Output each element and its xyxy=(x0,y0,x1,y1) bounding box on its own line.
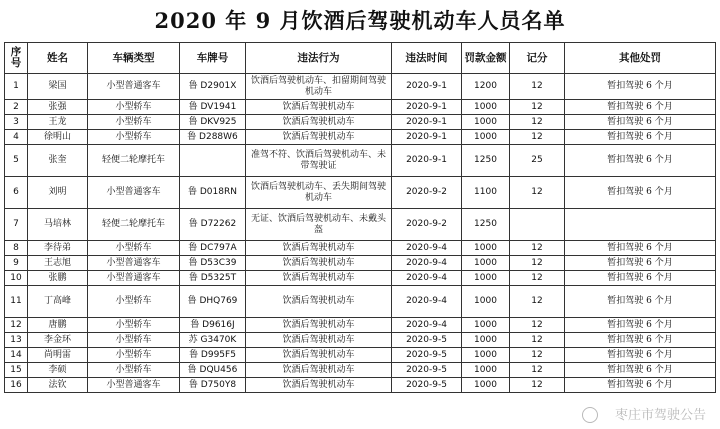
cell-date: 2020-9-5 xyxy=(392,333,462,348)
cell-violation: 饮酒后驾驶机动车、丢失期间驾驶机动车 xyxy=(246,177,392,209)
cell-plate: 苏 G3470K xyxy=(180,333,246,348)
table-row xyxy=(5,363,716,378)
header-points: 记分 xyxy=(510,43,565,74)
cell-violation: 饮酒后驾驶机动车、扣留期间驾驶机动车 xyxy=(246,74,392,100)
cell-punishment: 暂扣驾驶 6 个月 xyxy=(565,348,716,363)
cell-plate xyxy=(180,145,246,177)
cell-no: 16 xyxy=(5,378,28,393)
cell-plate: 鲁 D288W6 xyxy=(180,130,246,145)
cell-name: 张奎 xyxy=(28,145,88,177)
cell-no: 7 xyxy=(5,209,28,241)
cell-fine: 1100 xyxy=(462,177,510,209)
cell-date: 2020-9-1 xyxy=(392,145,462,177)
cell-fine: 1000 xyxy=(462,348,510,363)
table-row xyxy=(5,177,716,209)
cell-no: 9 xyxy=(5,256,28,271)
cell-points: 12 xyxy=(510,271,565,286)
cell-plate: 鲁 DQU456 xyxy=(180,363,246,378)
violators-table xyxy=(4,42,716,393)
cell-points: 12 xyxy=(510,286,565,318)
cell-vehicle-type: 小型轿车 xyxy=(88,286,180,318)
cell-fine: 1000 xyxy=(462,318,510,333)
cell-points: 12 xyxy=(510,241,565,256)
header-no: 序号 xyxy=(5,43,28,74)
cell-vehicle-type: 小型轿车 xyxy=(88,333,180,348)
cell-punishment: 暂扣驾驶 6 个月 xyxy=(565,318,716,333)
cell-violation: 饮酒后驾驶机动车 xyxy=(246,271,392,286)
cell-violation: 饮酒后驾驶机动车 xyxy=(246,241,392,256)
cell-no: 6 xyxy=(5,177,28,209)
cell-name: 马培林 xyxy=(28,209,88,241)
cell-no: 15 xyxy=(5,363,28,378)
cell-fine: 1000 xyxy=(462,271,510,286)
cell-points: 25 xyxy=(510,145,565,177)
header-fine: 罚款金额 xyxy=(462,43,510,74)
cell-vehicle-type: 小型轿车 xyxy=(88,100,180,115)
cell-date: 2020-9-5 xyxy=(392,378,462,393)
cell-plate: 鲁 DHQ769 xyxy=(180,286,246,318)
table-row xyxy=(5,74,716,100)
header-vehicle-type: 车辆类型 xyxy=(88,43,180,74)
cell-name: 张强 xyxy=(28,100,88,115)
cell-fine: 1250 xyxy=(462,209,510,241)
cell-vehicle-type: 小型普通客车 xyxy=(88,177,180,209)
cell-vehicle-type: 轻便二轮摩托车 xyxy=(88,145,180,177)
cell-plate: 鲁 D53C39 xyxy=(180,256,246,271)
cell-no: 5 xyxy=(5,145,28,177)
cell-points: 12 xyxy=(510,363,565,378)
cell-vehicle-type: 小型轿车 xyxy=(88,115,180,130)
cell-vehicle-type: 小型轿车 xyxy=(88,363,180,378)
cell-points: 12 xyxy=(510,177,565,209)
cell-date: 2020-9-4 xyxy=(392,318,462,333)
cell-fine: 1000 xyxy=(462,130,510,145)
cell-name: 徐明山 xyxy=(28,130,88,145)
cell-fine: 1000 xyxy=(462,115,510,130)
table-row xyxy=(5,378,716,393)
header-plate: 车牌号 xyxy=(180,43,246,74)
cell-plate: 鲁 D9616J xyxy=(180,318,246,333)
cell-vehicle-type: 小型轿车 xyxy=(88,130,180,145)
cell-vehicle-type: 小型普通客车 xyxy=(88,271,180,286)
cell-name: 张鹏 xyxy=(28,271,88,286)
cell-vehicle-type: 小型轿车 xyxy=(88,318,180,333)
cell-points: 12 xyxy=(510,378,565,393)
cell-fine: 1000 xyxy=(462,333,510,348)
table-row xyxy=(5,256,716,271)
cell-points xyxy=(510,209,565,241)
cell-plate: 鲁 D2901X xyxy=(180,74,246,100)
cell-fine: 1000 xyxy=(462,378,510,393)
cell-date: 2020-9-2 xyxy=(392,177,462,209)
table-row xyxy=(5,115,716,130)
cell-date: 2020-9-5 xyxy=(392,348,462,363)
cell-punishment xyxy=(565,209,716,241)
cell-fine: 1250 xyxy=(462,145,510,177)
cell-fine: 1000 xyxy=(462,241,510,256)
table-row xyxy=(5,100,716,115)
header-punishment: 其他处罚 xyxy=(565,43,716,74)
cell-vehicle-type: 小型普通客车 xyxy=(88,378,180,393)
cell-plate: 鲁 D750Y8 xyxy=(180,378,246,393)
cell-fine: 1200 xyxy=(462,74,510,100)
cell-no: 11 xyxy=(5,286,28,318)
cell-points: 12 xyxy=(510,74,565,100)
table-header-row xyxy=(5,43,716,74)
cell-violation: 饮酒后驾驶机动车 xyxy=(246,256,392,271)
cell-no: 3 xyxy=(5,115,28,130)
cell-name: 李金环 xyxy=(28,333,88,348)
table-row xyxy=(5,348,716,363)
cell-date: 2020-9-1 xyxy=(392,115,462,130)
cell-no: 4 xyxy=(5,130,28,145)
table-row xyxy=(5,145,716,177)
cell-violation: 饮酒后驾驶机动车 xyxy=(246,318,392,333)
watermark: 枣庄市驾驶公告 xyxy=(614,408,706,423)
cell-violation: 饮酒后驾驶机动车 xyxy=(246,333,392,348)
table-row xyxy=(5,318,716,333)
cell-plate: 鲁 D018RN xyxy=(180,177,246,209)
cell-points: 12 xyxy=(510,333,565,348)
cell-vehicle-type: 小型普通客车 xyxy=(88,256,180,271)
cell-points: 12 xyxy=(510,256,565,271)
cell-no: 10 xyxy=(5,271,28,286)
cell-plate: 鲁 DC797A xyxy=(180,241,246,256)
table-row xyxy=(5,209,716,241)
cell-date: 2020-9-4 xyxy=(392,256,462,271)
cell-vehicle-type: 轻便二轮摩托车 xyxy=(88,209,180,241)
cell-plate: 鲁 D995F5 xyxy=(180,348,246,363)
table-row xyxy=(5,271,716,286)
cell-points: 12 xyxy=(510,348,565,363)
cell-vehicle-type: 小型普通客车 xyxy=(88,74,180,100)
cell-punishment: 暂扣驾驶 6 个月 xyxy=(565,286,716,318)
cell-name: 梁国 xyxy=(28,74,88,100)
header-violation: 违法行为 xyxy=(246,43,392,74)
cell-plate: 鲁 D5325T xyxy=(180,271,246,286)
cell-fine: 1000 xyxy=(462,363,510,378)
cell-punishment: 暂扣驾驶 6 个月 xyxy=(565,74,716,100)
cell-name: 法钦 xyxy=(28,378,88,393)
cell-date: 2020-9-4 xyxy=(392,241,462,256)
cell-name: 李硕 xyxy=(28,363,88,378)
wechat-icon xyxy=(582,407,598,423)
cell-violation: 准驾不符、饮酒后驾驶机动车、未带驾驶证 xyxy=(246,145,392,177)
cell-points: 12 xyxy=(510,318,565,333)
table-row xyxy=(5,241,716,256)
cell-fine: 1000 xyxy=(462,286,510,318)
cell-vehicle-type: 小型轿车 xyxy=(88,241,180,256)
cell-no: 14 xyxy=(5,348,28,363)
cell-violation: 饮酒后驾驶机动车 xyxy=(246,363,392,378)
cell-date: 2020-9-1 xyxy=(392,100,462,115)
cell-date: 2020-9-4 xyxy=(392,271,462,286)
cell-fine: 1000 xyxy=(462,100,510,115)
cell-punishment: 暂扣驾驶 6 个月 xyxy=(565,100,716,115)
cell-punishment: 暂扣驾驶 6 个月 xyxy=(565,256,716,271)
header-date: 违法时间 xyxy=(392,43,462,74)
cell-name: 王志旭 xyxy=(28,256,88,271)
cell-punishment: 暂扣驾驶 6 个月 xyxy=(565,241,716,256)
cell-name: 丁高峰 xyxy=(28,286,88,318)
cell-date: 2020-9-1 xyxy=(392,74,462,100)
cell-fine: 1000 xyxy=(462,256,510,271)
cell-violation: 饮酒后驾驶机动车 xyxy=(246,100,392,115)
cell-no: 2 xyxy=(5,100,28,115)
cell-punishment: 暂扣驾驶 6 个月 xyxy=(565,378,716,393)
cell-punishment: 暂扣驾驶 6 个月 xyxy=(565,145,716,177)
cell-plate: 鲁 DV1941 xyxy=(180,100,246,115)
cell-name: 尚明雷 xyxy=(28,348,88,363)
cell-punishment: 暂扣驾驶 6 个月 xyxy=(565,333,716,348)
cell-no: 1 xyxy=(5,74,28,100)
cell-punishment: 暂扣驾驶 6 个月 xyxy=(565,115,716,130)
cell-date: 2020-9-1 xyxy=(392,130,462,145)
cell-name: 王龙 xyxy=(28,115,88,130)
cell-no: 13 xyxy=(5,333,28,348)
cell-violation: 饮酒后驾驶机动车 xyxy=(246,348,392,363)
cell-violation: 饮酒后驾驶机动车 xyxy=(246,130,392,145)
cell-points: 12 xyxy=(510,130,565,145)
cell-violation: 饮酒后驾驶机动车 xyxy=(246,378,392,393)
cell-violation: 无证、饮酒后驾驶机动车、未戴头盔 xyxy=(246,209,392,241)
cell-points: 12 xyxy=(510,115,565,130)
cell-name: 刘明 xyxy=(28,177,88,209)
cell-punishment: 暂扣驾驶 6 个月 xyxy=(565,177,716,209)
cell-vehicle-type: 小型轿车 xyxy=(88,348,180,363)
cell-violation: 饮酒后驾驶机动车 xyxy=(246,286,392,318)
cell-punishment: 暂扣驾驶 6 个月 xyxy=(565,271,716,286)
cell-name: 李待弟 xyxy=(28,241,88,256)
cell-date: 2020-9-2 xyxy=(392,209,462,241)
table-row xyxy=(5,286,716,318)
cell-punishment: 暂扣驾驶 6 个月 xyxy=(565,130,716,145)
table-row xyxy=(5,333,716,348)
header-name: 姓名 xyxy=(28,43,88,74)
cell-points: 12 xyxy=(510,100,565,115)
cell-plate: 鲁 D72262 xyxy=(180,209,246,241)
cell-violation: 饮酒后驾驶机动车 xyxy=(246,115,392,130)
cell-name: 唐鹏 xyxy=(28,318,88,333)
page-title: 2020 年 9 月饮酒后驾驶机动车人员名单 xyxy=(154,8,566,33)
cell-no: 8 xyxy=(5,241,28,256)
cell-no: 12 xyxy=(5,318,28,333)
cell-date: 2020-9-5 xyxy=(392,363,462,378)
cell-plate: 鲁 DKV925 xyxy=(180,115,246,130)
table-row xyxy=(5,130,716,145)
cell-punishment: 暂扣驾驶 6 个月 xyxy=(565,363,716,378)
cell-date: 2020-9-4 xyxy=(392,286,462,318)
